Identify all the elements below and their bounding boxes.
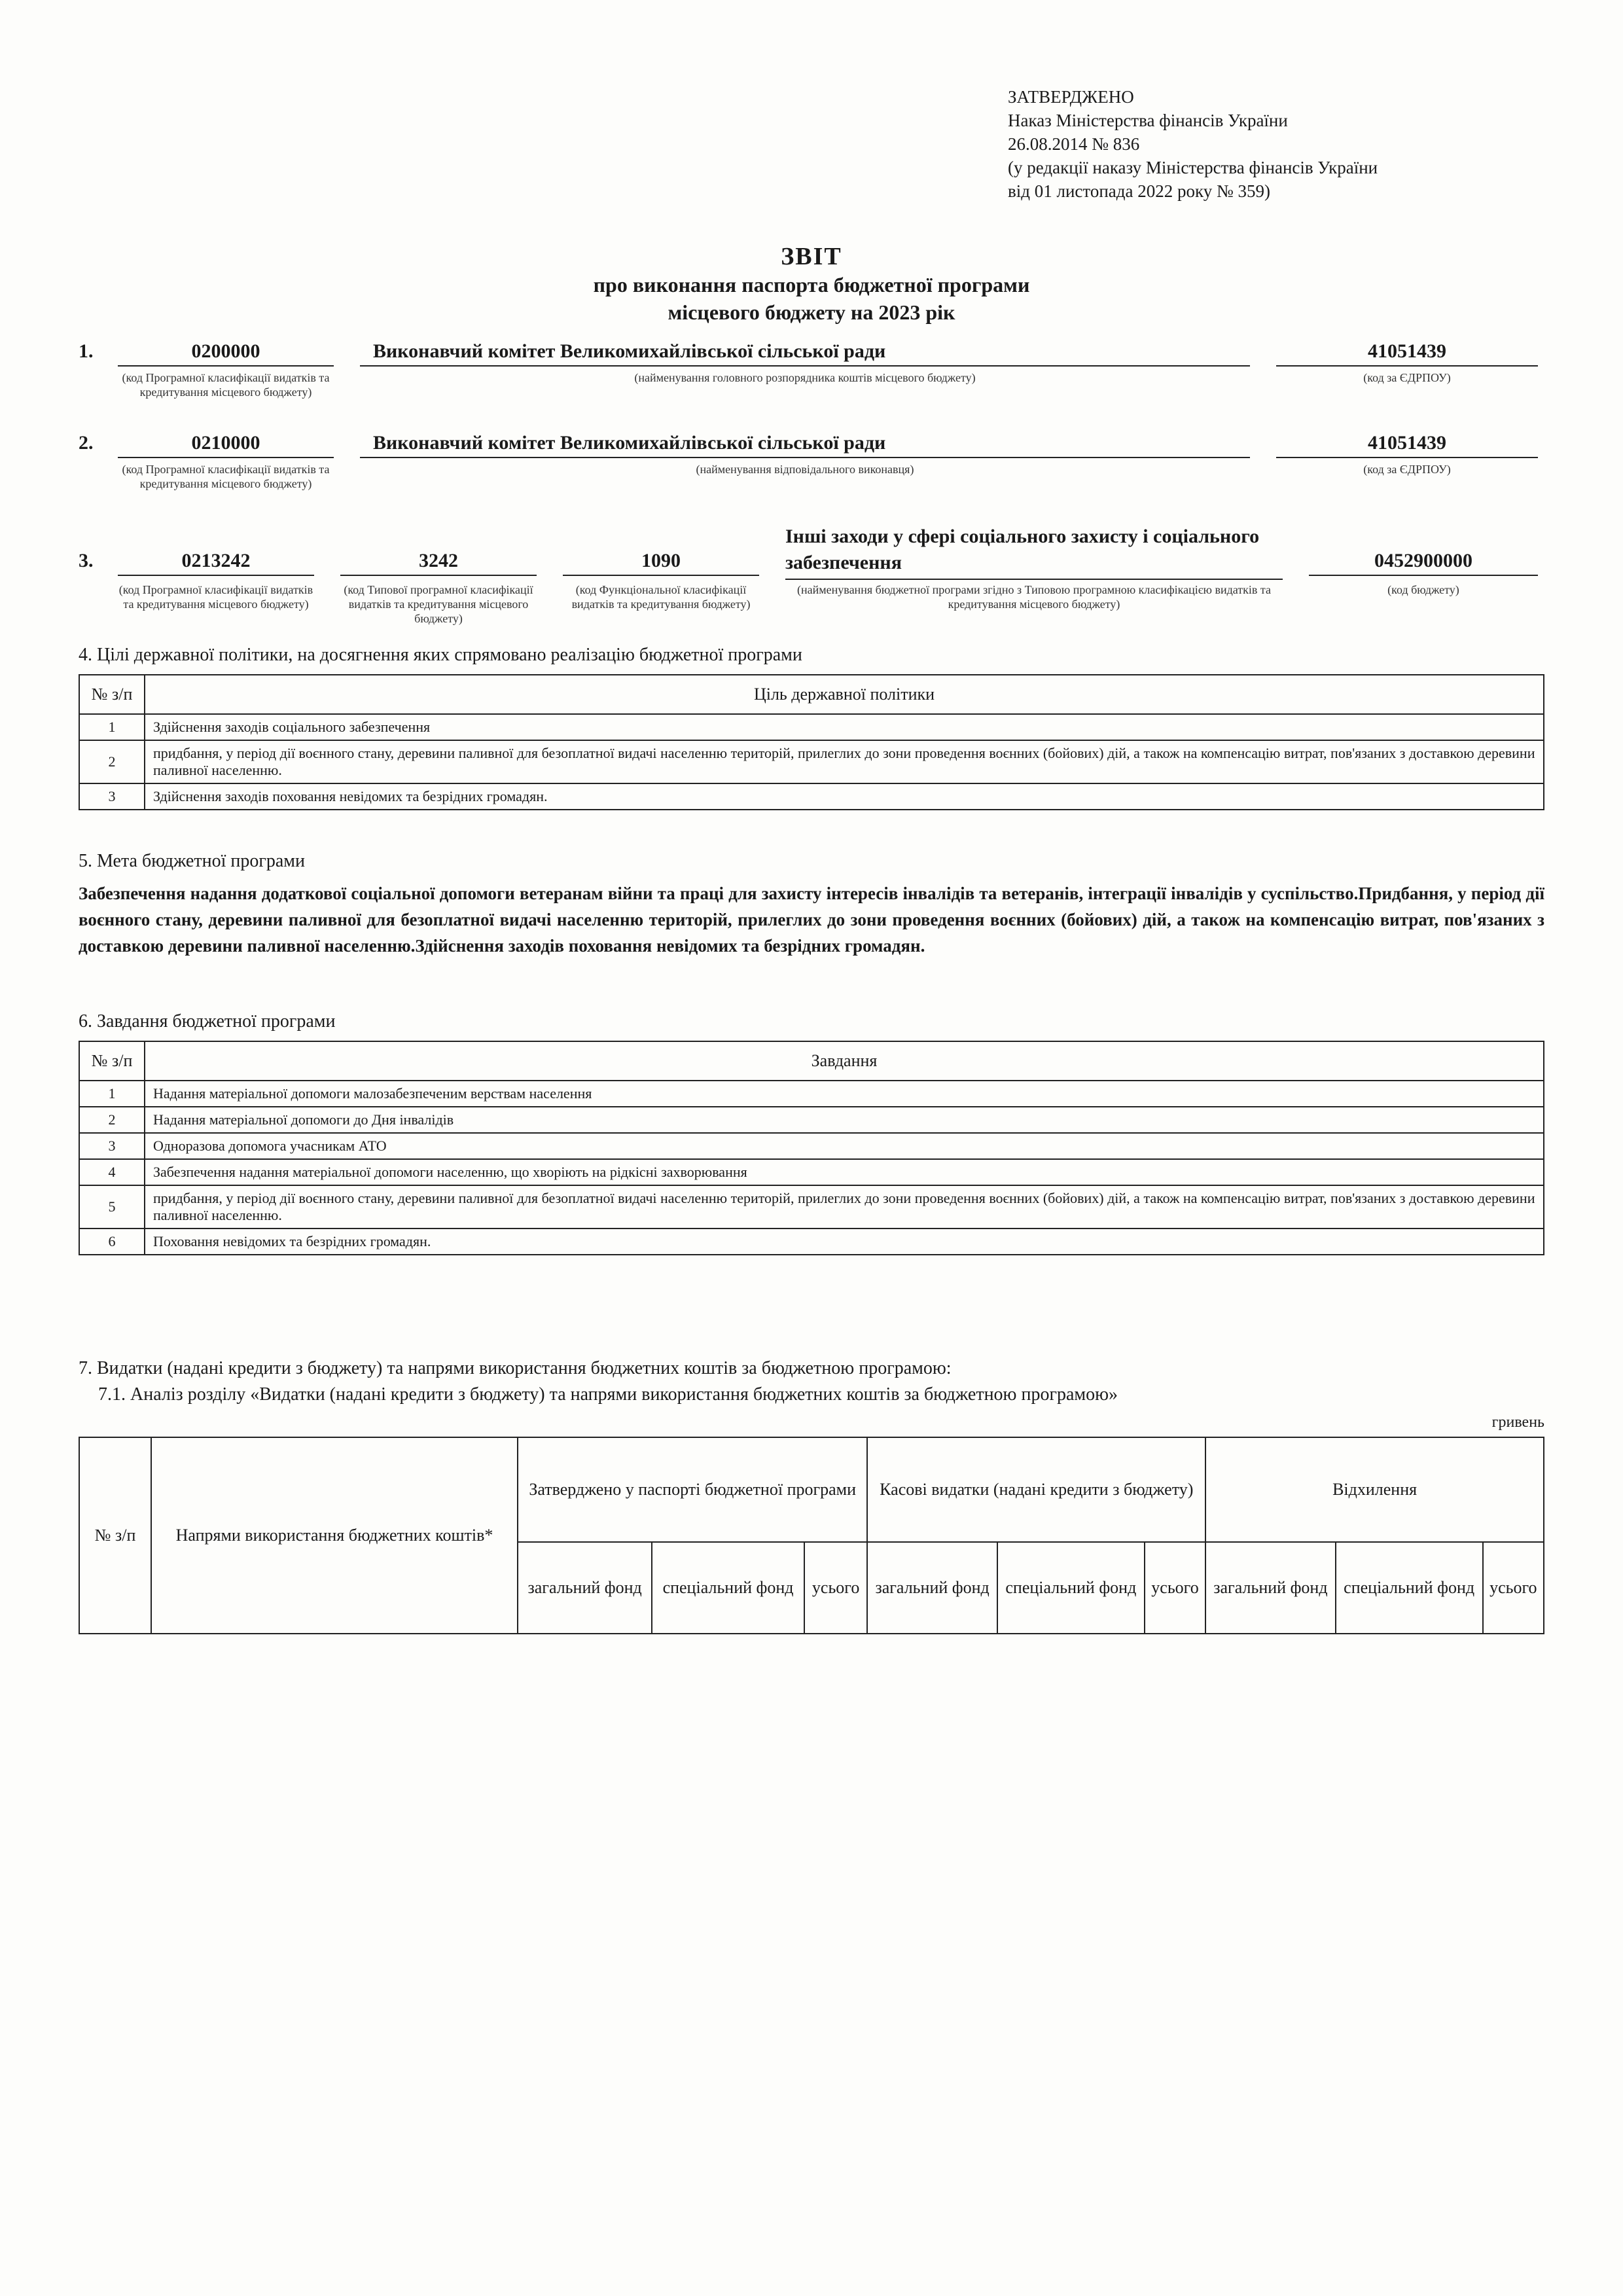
approved-edition-date: від 01 листопада 2022 року № 359) — [1008, 181, 1270, 201]
row-3-functional-code: 1090 — [563, 550, 759, 576]
table-row — [79, 1107, 1544, 1133]
row-2-executor — [79, 432, 1544, 491]
policy-goals-table — [79, 674, 1544, 810]
row-number: 1 — [79, 1081, 145, 1107]
row-3-budget-caption: (код бюджету) — [1387, 583, 1459, 596]
table-row — [79, 783, 1544, 810]
program-tasks-table — [79, 1041, 1544, 1255]
col-task-header: Завдання — [145, 1041, 1544, 1081]
approved-general-fund: загальний фонд — [518, 1542, 652, 1634]
row-1-code-caption: (код Програмної класифікації видатків та кредитування місцевого бюджету) — [122, 371, 330, 399]
row-1-number: 1. — [79, 340, 94, 362]
table-row — [79, 714, 1544, 740]
program-purpose-text: Забезпечення надання додаткової соціальної допомоги ветеранам війни та праці для захисту інтересів інвалідів та ветеранів, інтеграції інвалідів у суспільство.Придбання, у період дії воєнного стану, деревини паливної для безоплатної видачі населенню територій, прилеглих до зони проведення воєнних (бойових) дій, а також на компенсацію витрат, пов'язаних з доставкою деревини паливної населенню.Здійснення заходів поховання невідомих та безрідних громадян. — [79, 884, 1544, 956]
approved-special-fund: спеціальний фонд — [652, 1542, 804, 1634]
row-text: Надання матеріальної допомоги до Дня інвалідів — [145, 1107, 1544, 1133]
section-7-1-title: 7.1. Аналіз розділу «Видатки (надані кредити з бюджету) та напрями використання бюджетних коштів за бюджетною програмою» — [98, 1384, 1118, 1405]
report-title — [0, 242, 1623, 326]
expenditure-table — [79, 1437, 1544, 1634]
table-row — [79, 1081, 1544, 1107]
col-direction-header: Напрями використання бюджетних коштів* — [151, 1437, 518, 1634]
row-1-code: 0200000 — [118, 340, 334, 367]
row-1-edrpou: 41051439 — [1276, 340, 1538, 367]
row-text: Одноразова допомога учасникам АТО — [145, 1133, 1544, 1159]
col-cash-header: Касові видатки (надані кредити з бюджету) — [867, 1437, 1205, 1542]
row-2-edrpou-caption: (код за ЄДРПОУ) — [1363, 463, 1451, 476]
row-3-functional-caption: (код Функціональної класифікації видатків та кредитування бюджету) — [571, 583, 751, 611]
row-number: 2 — [79, 740, 145, 783]
table-row — [79, 1133, 1544, 1159]
row-1-edrpou-caption: (код за ЄДРПОУ) — [1363, 371, 1451, 384]
row-text: придбання, у період дії воєнного стану, деревини паливної для безоплатної видачі населенню територій, прилеглих до зони проведення воєнних (бойових) дій, а також на компенсацію витрат, пов'язаних з доставкою деревини паливної населенню. — [145, 740, 1544, 783]
table-row — [79, 740, 1544, 783]
deviation-special-fund: спеціальний фонд — [1336, 1542, 1483, 1634]
col-deviation-header: Відхилення — [1205, 1437, 1544, 1542]
approved-edition: (у редакції наказу Міністерства фінансів України — [1008, 158, 1378, 177]
title-main: ЗВІТ — [781, 243, 842, 270]
row-text: Поховання невідомих та безрідних громадян. — [145, 1229, 1544, 1255]
cash-general-fund: загальний фонд — [867, 1542, 997, 1634]
currency-unit: гривень — [1491, 1414, 1544, 1431]
deviation-general-fund: загальний фонд — [1205, 1542, 1335, 1634]
row-2-edrpou: 41051439 — [1276, 432, 1538, 458]
row-number: 6 — [79, 1229, 145, 1255]
row-3-typical-code: 3242 — [340, 550, 537, 576]
row-3-code-caption: (код Програмної класифікації видатків та кредитування місцевого бюджету) — [118, 583, 313, 611]
row-3-number: 3. — [79, 550, 94, 571]
section-6-title: 6. Завдання бюджетної програми — [79, 1011, 336, 1031]
row-2-name-caption: (найменування відповідального виконавця) — [696, 463, 914, 476]
col-number-header: № з/п — [79, 675, 145, 714]
row-1-name-caption: (найменування головного розпорядника коштів місцевого бюджету) — [634, 371, 976, 384]
row-3-program — [79, 524, 1544, 625]
title-sub-2: місцевого бюджету на 2023 рік — [668, 300, 955, 324]
approved-date: 26.08.2014 № 836 — [1008, 134, 1140, 154]
row-3-budget-code: 0452900000 — [1309, 550, 1538, 576]
approved-label: ЗАТВЕРДЖЕНО — [1008, 87, 1134, 107]
section-4-title: 4. Цілі державної політики, на досягнення яких спрямовано реалізацію бюджетної програми — [79, 645, 802, 665]
row-2-name: Виконавчий комітет Великомихайлівської сільської ради — [360, 432, 1250, 458]
row-number: 5 — [79, 1185, 145, 1229]
row-2-number: 2. — [79, 432, 94, 454]
col-number-header: № з/п — [79, 1041, 145, 1081]
row-3-code: 0213242 — [118, 550, 314, 576]
col-approved-header: Затверджено у паспорті бюджетної програми — [518, 1437, 867, 1542]
row-1-name: Виконавчий комітет Великомихайлівської сільської ради — [360, 340, 1250, 367]
table-header-row — [79, 1041, 1544, 1081]
row-number: 1 — [79, 714, 145, 740]
approval-stamp — [1008, 85, 1544, 203]
col-number-header: № з/п — [79, 1437, 151, 1634]
row-text: Здійснення заходів соціального забезпечення — [145, 714, 1544, 740]
section-5-title: 5. Мета бюджетної програми — [79, 851, 305, 871]
cash-special-fund: спеціальний фонд — [997, 1542, 1145, 1634]
row-text: придбання, у період дії воєнного стану, деревини паливної для безоплатної видачі населенню територій, прилеглих до зони проведення воєнних (бойових) дій, а також на компенсацію витрат, пов'язаних з доставкою деревини паливної населенню. — [145, 1185, 1544, 1229]
col-goal-header: Ціль державної політики — [145, 675, 1544, 714]
table-row — [79, 1185, 1544, 1229]
section-7-title: 7. Видатки (надані кредити з бюджету) та напрями використання бюджетних коштів за бюджетною програмою: — [79, 1358, 952, 1378]
title-sub-1: про виконання паспорта бюджетної програми — [593, 273, 1030, 296]
row-2-code-caption: (код Програмної класифікації видатків та кредитування місцевого бюджету) — [122, 463, 330, 490]
cash-total: усього — [1145, 1542, 1205, 1634]
table-row — [79, 1159, 1544, 1185]
approved-total: усього — [804, 1542, 868, 1634]
deviation-total: усього — [1483, 1542, 1544, 1634]
row-text: Здійснення заходів поховання невідомих та безрідних громадян. — [145, 783, 1544, 810]
row-number: 3 — [79, 783, 145, 810]
row-number: 3 — [79, 1133, 145, 1159]
row-3-typical-caption: (код Типової програмної класифікації видатків та кредитування місцевого бюджету) — [344, 583, 533, 625]
row-3-name-caption: (найменування бюджетної програми згідно з Типовою програмною класифікацією видатків та кредитування місцевого бюджету) — [797, 583, 1271, 611]
row-number: 2 — [79, 1107, 145, 1133]
row-3-program-name: Інші заходи у сфері соціального захисту і соціального забезпечення — [785, 524, 1283, 580]
row-text: Надання матеріальної допомоги малозабезпеченим верствам населення — [145, 1081, 1544, 1107]
row-2-code: 0210000 — [118, 432, 334, 458]
table-header-row — [79, 675, 1544, 714]
row-1-main-manager — [79, 340, 1544, 399]
row-number: 4 — [79, 1159, 145, 1185]
table-header-row — [79, 1437, 1544, 1542]
table-row — [79, 1229, 1544, 1255]
approved-order: Наказ Міністерства фінансів України — [1008, 111, 1288, 130]
row-text: Забезпечення надання матеріальної допомоги населенню, що хворіють на рідкісні захворювання — [145, 1159, 1544, 1185]
